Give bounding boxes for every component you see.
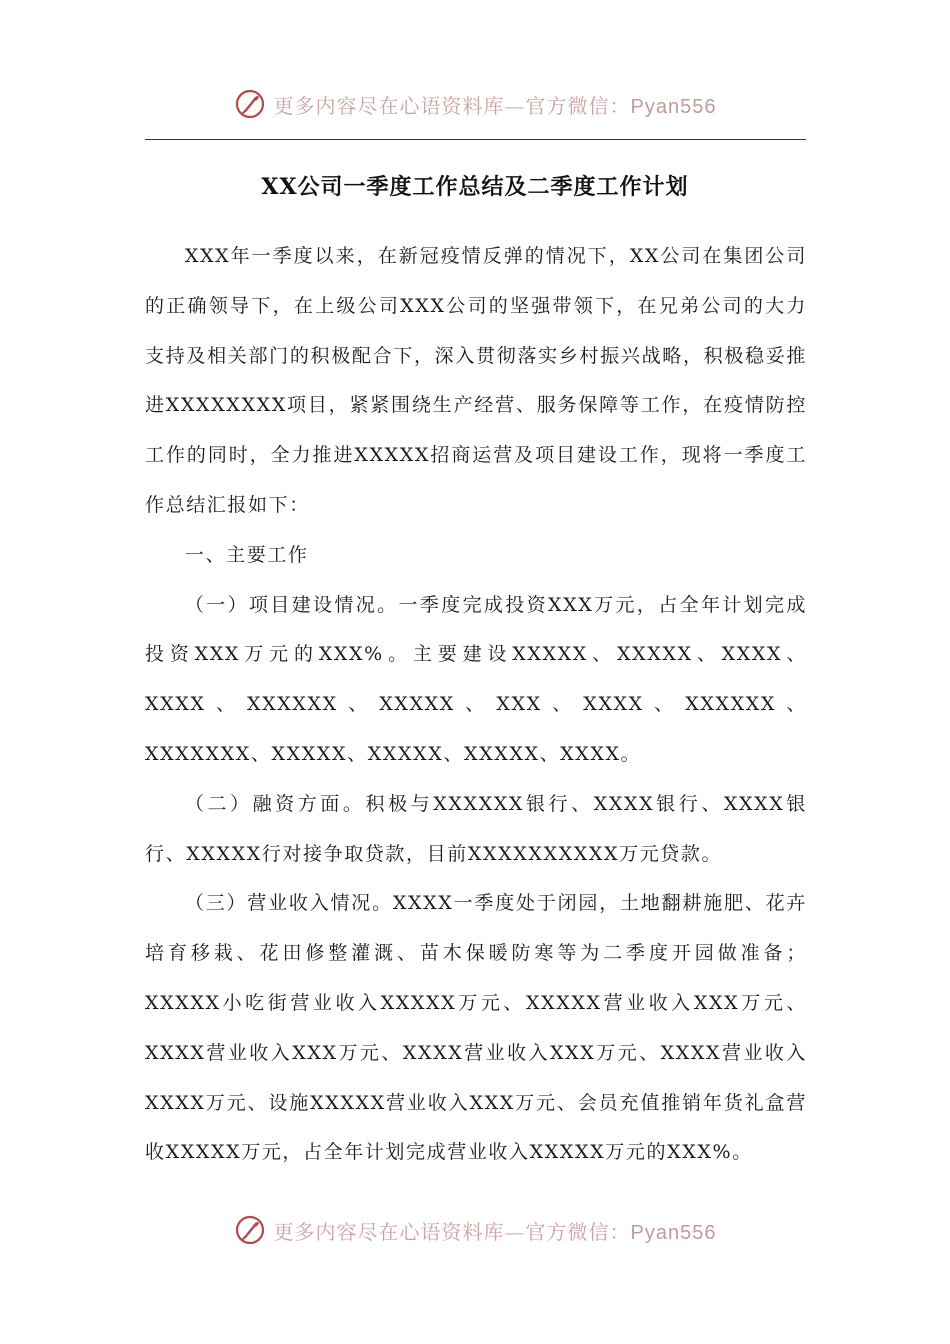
- watermark-wechat-id: Pyan556: [630, 1221, 717, 1244]
- footer-watermark: [0, 1210, 950, 1250]
- watermark-main-text: 更多内容尽在心语资料库: [273, 1219, 505, 1244]
- paragraph-project-construction: （一）项目建设情况。一季度完成投资XXX万元，占全年计划完成投资XXX万元的XXX%。主要建设XXXXX、XXXXX、XXXX、XXXX、XXXXXX、XXXXX、XXX、XXXX、XXXXXX、XXXXXXX、XXXXX、XXXXX、XXXXX、XXXX。: [145, 593, 807, 765]
- watermark-main-text: 更多内容尽在心语资料库: [273, 93, 505, 118]
- watermark-text: [274, 90, 717, 119]
- paragraph-financing: （二）融资方面。积极与XXXXXX银行、XXXX银行、XXXX银行、XXXXX行对接争取贷款，目前XXXXXXXXXX万元贷款。: [145, 792, 807, 865]
- watermark-wechat-id: Pyan556: [630, 95, 717, 118]
- watermark-wechat-label: 官方微信：: [525, 1219, 631, 1244]
- header-divider: [145, 139, 806, 140]
- watermark-wechat-label: 官方微信：: [525, 93, 631, 118]
- paragraph-intro: XXX年一季度以来，在新冠疫情反弹的情况下，XX公司在集团公司的正确领导下，在上级公司XXX公司的坚强带领下，在兄弟公司的大力支持及相关部门的积极配合下，深入贯彻落实乡村振兴战略，积极稳妥推进XXXXXXXX项目，紧紧围绕生产经营、服务保障等工作，在疫情防控工作的同时，全力推进XXXXX招商运营及项目建设工作，现将一季度工作总结汇报如下：: [145, 245, 807, 516]
- quill-logo-icon: [234, 88, 266, 120]
- document-body: [145, 232, 807, 1178]
- header-watermark: [0, 84, 950, 124]
- watermark-separator: —: [504, 93, 526, 118]
- section-heading-main-work: 一、主要工作: [184, 543, 309, 566]
- watermark-text: [274, 1216, 717, 1245]
- document-title: XX公司一季度工作总结及二季度工作计划: [261, 174, 689, 200]
- watermark-separator: —: [504, 1219, 526, 1244]
- quill-logo-icon: [234, 1214, 266, 1246]
- paragraph-revenue: （三）营业收入情况。XXXX一季度处于闭园，土地翻耕施肥、花卉培育移栽、花田修整灌溉、苗木保暖防寒等为二季度开园做准备；XXXXX小吃街营业收入XXXXX万元、XXXXX营业收入XXX万元、XXXX营业收入XXX万元、XXXX营业收入XXX万元、XXXX营业收入XXXX万元、设施XXXXX营业收入XXX万元、会员充值推销年货礼盒营收XXXXX万元，占全年计划完成营业收入XXXXX万元的XXX%。: [145, 892, 807, 1164]
